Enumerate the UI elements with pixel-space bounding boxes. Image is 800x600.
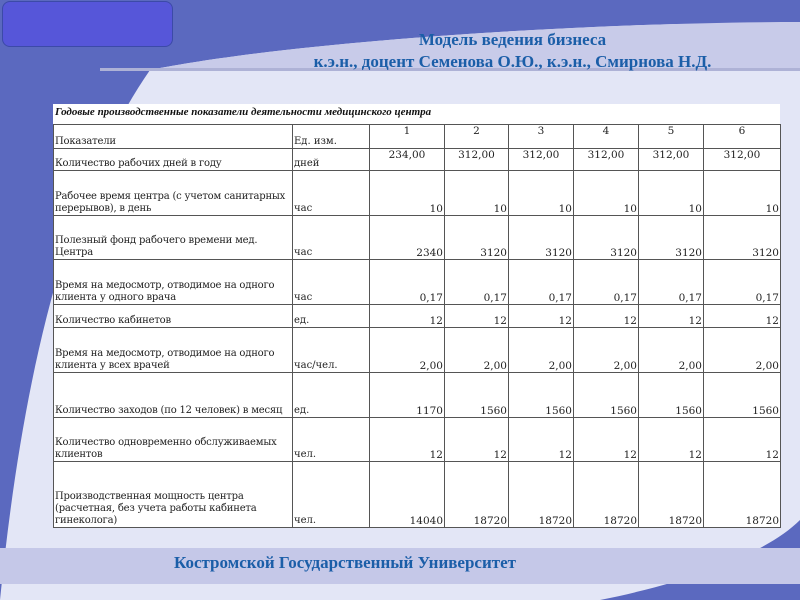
value-cell: 312,00 (574, 149, 639, 171)
indicator-unit: час (293, 171, 370, 216)
value-cell: 312,00 (639, 149, 704, 171)
value-cell: 3120 (445, 216, 509, 260)
value-cell: 0,17 (704, 260, 781, 305)
production-indicators-table (53, 124, 781, 528)
value-cell: 10 (445, 171, 509, 216)
indicator-unit: чел. (293, 418, 370, 462)
value-cell: 2,00 (574, 328, 639, 373)
indicator-name: Количество рабочих дней в году (54, 149, 293, 171)
value-cell: 0,17 (370, 260, 445, 305)
university-name: Костромской Государственный Университет (173, 553, 517, 572)
value-cell: 18720 (704, 462, 781, 528)
indicator-unit: ед. (293, 305, 370, 328)
indicator-unit: час (293, 260, 370, 305)
header-period: 2 (445, 125, 509, 149)
value-cell: 12 (639, 305, 704, 328)
value-cell: 18720 (509, 462, 574, 528)
indicator-name: Время на медосмотр, отводимое на одного клиента у одного врача (54, 260, 293, 305)
value-cell: 2,00 (509, 328, 574, 373)
value-cell: 2,00 (445, 328, 509, 373)
value-cell: 12 (509, 418, 574, 462)
value-cell: 0,17 (639, 260, 704, 305)
header-indicator: Показатели (54, 125, 293, 149)
table-caption: Годовые производственные показатели деятельности медицинского центра (55, 106, 432, 118)
indicator-name: Количество одновременно обслуживаемых клиентов (54, 418, 293, 462)
value-cell: 1560 (574, 373, 639, 418)
value-cell: 12 (574, 418, 639, 462)
table-row (54, 171, 781, 216)
value-cell: 10 (574, 171, 639, 216)
presentation-authors: к.э.н., доцент Семенова О.Ю., к.э.н., Смирнова Н.Д. (313, 52, 712, 71)
indicator-name: Количество заходов (по 12 человек) в месяц (54, 373, 293, 418)
indicator-unit: час (293, 216, 370, 260)
value-cell: 3120 (639, 216, 704, 260)
value-cell: 12 (445, 305, 509, 328)
indicator-unit: ед. (293, 373, 370, 418)
value-cell: 1560 (509, 373, 574, 418)
value-cell: 18720 (445, 462, 509, 528)
value-cell: 3120 (509, 216, 574, 260)
value-cell: 12 (370, 305, 445, 328)
value-cell: 1560 (639, 373, 704, 418)
table-row (54, 260, 781, 305)
value-cell: 10 (639, 171, 704, 216)
header-period: 5 (639, 125, 704, 149)
indicator-name: Рабочее время центра (с учетом санитарных перерывов), в день (54, 171, 293, 216)
value-cell: 12 (574, 305, 639, 328)
value-cell: 0,17 (574, 260, 639, 305)
indicator-unit: час/чел. (293, 328, 370, 373)
value-cell: 12 (704, 418, 781, 462)
value-cell: 1560 (445, 373, 509, 418)
indicator-name: Количество кабинетов (54, 305, 293, 328)
value-cell: 18720 (639, 462, 704, 528)
header-unit: Ед. изм. (293, 125, 370, 149)
header-period: 4 (574, 125, 639, 149)
value-cell: 1560 (704, 373, 781, 418)
value-cell: 3120 (704, 216, 781, 260)
value-cell: 12 (370, 418, 445, 462)
value-cell: 234,00 (370, 149, 445, 171)
value-cell: 0,17 (445, 260, 509, 305)
table-row (54, 418, 781, 462)
header-period: 1 (370, 125, 445, 149)
indicator-name: Производственная мощность центра (расчетная, без учета работы кабинета гинеколога) (54, 462, 293, 528)
value-cell: 12 (509, 305, 574, 328)
table-row (54, 373, 781, 418)
presentation-title: Модель ведения бизнеса (418, 30, 607, 49)
table-row (54, 149, 781, 171)
value-cell: 2340 (370, 216, 445, 260)
table-header-row (54, 125, 781, 149)
value-cell: 2,00 (704, 328, 781, 373)
value-cell: 2,00 (639, 328, 704, 373)
value-cell: 18720 (574, 462, 639, 528)
table-row (54, 328, 781, 373)
indicator-name: Полезный фонд рабочего времени мед. Центра (54, 216, 293, 260)
value-cell: 12 (704, 305, 781, 328)
value-cell: 1170 (370, 373, 445, 418)
value-cell: 2,00 (370, 328, 445, 373)
value-cell: 10 (370, 171, 445, 216)
value-cell: 0,17 (509, 260, 574, 305)
table-row (54, 305, 781, 328)
value-cell: 10 (704, 171, 781, 216)
indicator-unit: чел. (293, 462, 370, 528)
value-cell: 312,00 (704, 149, 781, 171)
value-cell: 12 (445, 418, 509, 462)
value-cell: 12 (639, 418, 704, 462)
header-period: 6 (704, 125, 781, 149)
table-row (54, 216, 781, 260)
value-cell: 3120 (574, 216, 639, 260)
value-cell: 312,00 (445, 149, 509, 171)
indicator-name: Время на медосмотр, отводимое на одного клиента у всех врачей (54, 328, 293, 373)
value-cell: 14040 (370, 462, 445, 528)
value-cell: 10 (509, 171, 574, 216)
table-row (54, 462, 781, 528)
header-period: 3 (509, 125, 574, 149)
indicator-unit: дней (293, 149, 370, 171)
value-cell: 312,00 (509, 149, 574, 171)
